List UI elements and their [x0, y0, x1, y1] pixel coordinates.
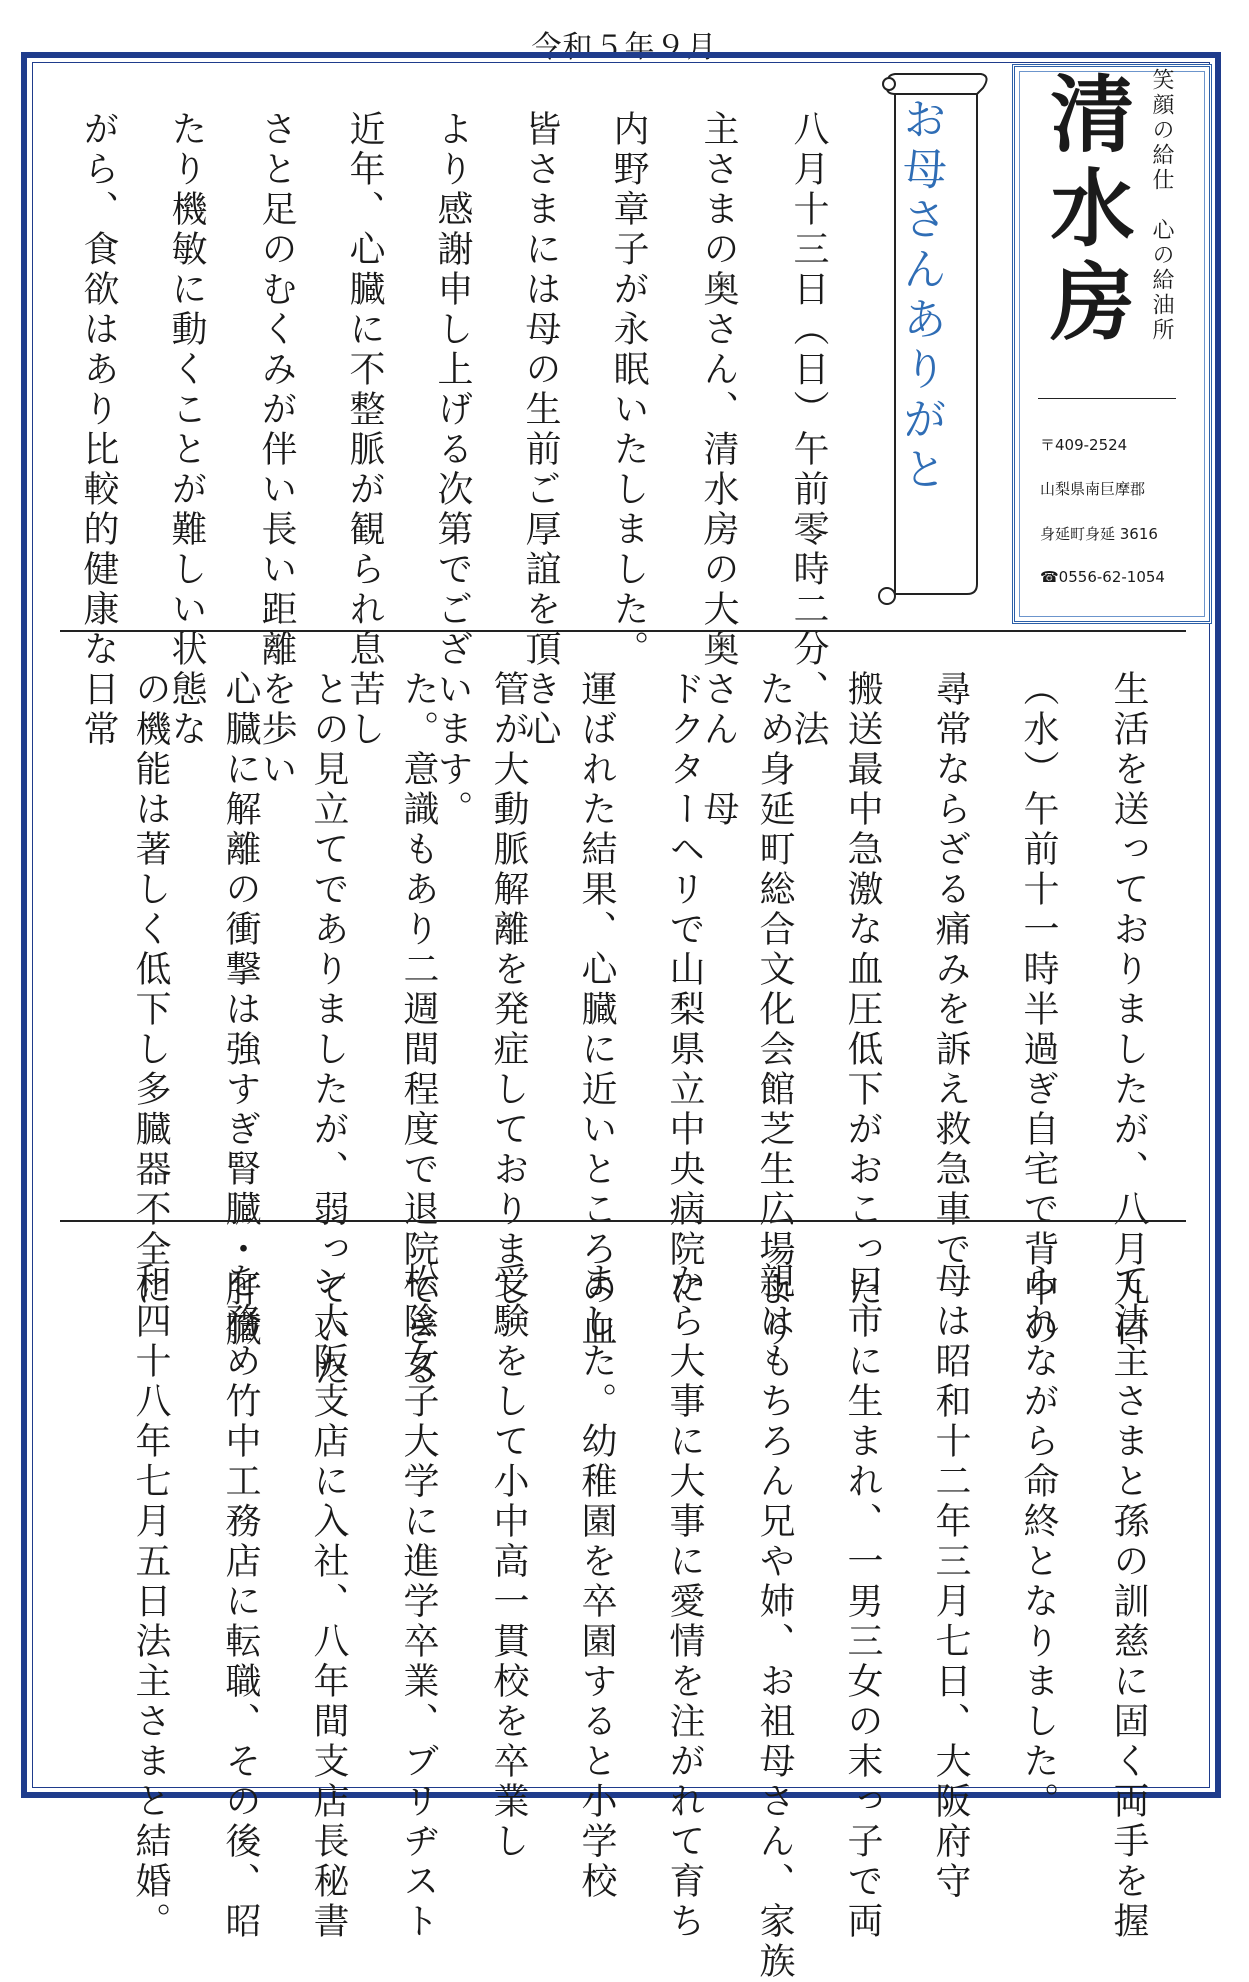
article-line: ました。幼稚園を卒園すると小学校 [576, 1262, 617, 1902]
article-line: て法主さまと孫の訓慈に固く両手を握 [1108, 1262, 1149, 1942]
article-line: 和四十八年七月五日法主さまと結婚。 [130, 1262, 171, 1942]
article-line: を務め竹中工務店に転職、その後、昭 [220, 1262, 261, 1942]
article-line: 親はもちろん兄や姉、お祖母さん、家族 [754, 1262, 795, 1982]
article-line: 生活を送っておりましたが、八月九日 [1108, 670, 1149, 1350]
article-line: 口市に生まれ、一男三女の末っ子で両 [842, 1262, 883, 1942]
article-line: 心臓に解離の衝撃は強すぎ腎臓・肝臓 [220, 670, 261, 1350]
article-line: 皆さまには母の生前ご厚誼を頂き心 [520, 110, 561, 750]
article-line: 主さまの奥さん、清水房の大奥さん 母 [698, 110, 739, 830]
article-line: ン大阪支店に入社、八年間支店長秘書 [308, 1262, 349, 1942]
section-divider [60, 1220, 1186, 1222]
article-line: られながら命終となりました。 [1018, 1262, 1059, 1822]
article-line: より感謝申し上げる次第でございます。 [432, 110, 473, 830]
scroll-message: お母さんありがと [895, 96, 946, 496]
masthead-title: 清水房 [1037, 70, 1136, 352]
masthead-divider [1038, 398, 1176, 399]
article-line: 松陰女子大学に進学卒業、ブリヂスト [398, 1262, 439, 1942]
address-line-1: 山梨県南巨摩郡 [1040, 480, 1146, 498]
article-line: さと足のむくみが伴い長い距離を歩い [256, 110, 297, 790]
article-line: の機能は著しく低下し多臓器不全に [130, 670, 171, 1310]
article-line: ため身延町総合文化会館芝生広場より [754, 670, 795, 1350]
article-line: から大事に大事に愛情を注がれて育ち [664, 1262, 705, 1942]
article-line: 内野章子が永眠いたしました。 [608, 110, 649, 670]
masthead-slogan: 笑顔の給仕 心の給油所 [1149, 68, 1174, 343]
article-line: 受験をして小中高一貫校を卒業し [488, 1262, 529, 1862]
article-line: 搬送最中急激な血圧低下がおこった [842, 670, 883, 1310]
article-line: ドクターヘリで山梨県立中央病院に [664, 670, 705, 1310]
article-line: たり機敏に動くことが難しい状態な [166, 110, 207, 750]
article-line: 運ばれた結果、心臓に近いところの血 [576, 670, 617, 1350]
article-line: がら、食欲はあり比較的健康な日常 [78, 110, 119, 750]
article-line: 近年、心臓に不整脈が観られ息苦し [344, 110, 385, 750]
article-line: 母は昭和十二年三月七日、大阪府守 [930, 1262, 971, 1902]
issue-date: 令和５年９月 [531, 30, 718, 65]
article-line: 尋常ならざる痛みを訴え救急車で [930, 670, 971, 1270]
article-line: た。意識もあり二週間程度で退院できる [398, 670, 439, 1390]
article-line: 八月十三日（日）午前零時二分、法 [788, 110, 829, 750]
address-line-2: 身延町身延 3616 [1040, 525, 1158, 543]
article-line: （水）午前十一時半過ぎ自宅で背中の [1018, 670, 1059, 1350]
phone-number: ☎0556-62-1054 [1040, 568, 1165, 586]
article-line: 管が大動脈解離を発症しておりまし [488, 670, 529, 1310]
postal-code: 〒409-2524 [1040, 436, 1128, 454]
section-divider [60, 630, 1186, 632]
article-line: との見立てでありましたが、弱っていた [308, 670, 349, 1390]
